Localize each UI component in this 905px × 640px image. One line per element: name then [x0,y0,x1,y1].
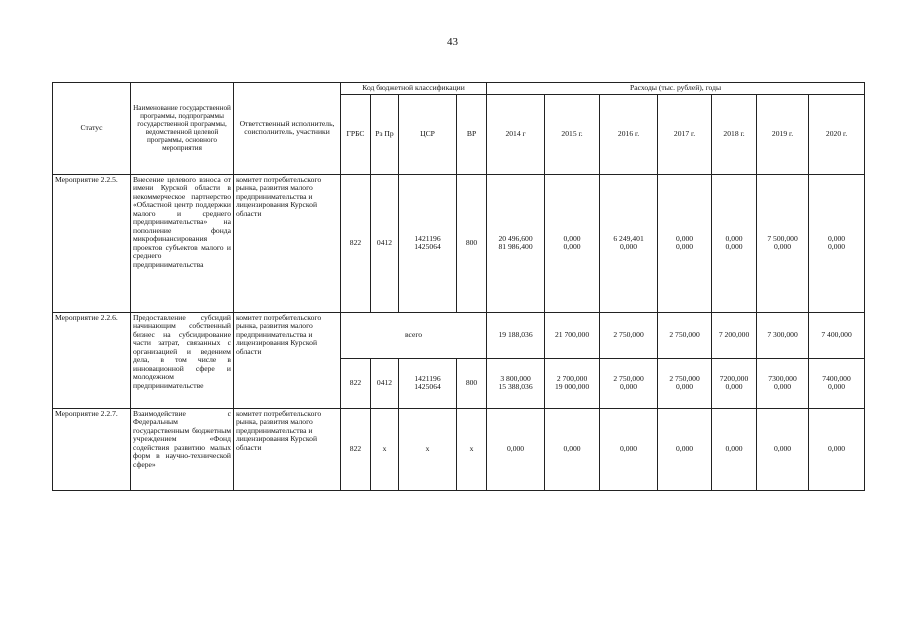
row-name: Предоставление субсидий начинающим собственный бизнес на субсидирование части затрат, связанных с организацией и ведением дела, в том числе в инновационной сфере и молодежном предпринимательстве [131,312,234,408]
row-rzpr: х [371,408,399,490]
header-year-2020: 2020 г. [809,94,865,174]
row-rzpr: 0412 [371,174,399,312]
row-value-2019: 7300,000 0,000 [757,358,809,408]
row-value-2020: 0,000 0,000 [809,174,865,312]
row-grbs: 822 [341,408,371,490]
row-total-2015: 21 700,000 [545,312,600,358]
row-value-2019: 0,000 [757,408,809,490]
row-value-2014: 3 800,000 15 388,036 [487,358,545,408]
row-csr: 1421196 1425064 [399,174,457,312]
row-value-2020: 0,000 [809,408,865,490]
header-responsible: Ответственный исполнитель, соисполнитель, участники [234,83,341,175]
header-year-2017: 2017 г. [658,94,712,174]
row-value-2017: 2 750,000 0,000 [658,358,712,408]
row-value-2016: 2 750,000 0,000 [600,358,658,408]
table-row [53,408,865,490]
header-status: Статус [53,83,131,175]
table-row [53,312,865,358]
row-total-2020: 7 400,000 [809,312,865,358]
header-year-2015: 2015 г. [545,94,600,174]
page-number: 43 [447,36,458,48]
row-responsible: комитет потребительского рынка, развития малого предпринимательства и лицензирования Курской области [234,408,341,490]
row-value-2015: 0,000 [545,408,600,490]
row-total-2016: 2 750,000 [600,312,658,358]
row-value-2018: 0,000 [712,408,757,490]
row-name: Взаимодействие с Федеральным государственным бюджетным учреждением «Фонд содействия развитию малых форм в научно-технической сфере» [131,408,234,490]
header-year-2016: 2016 г. [600,94,658,174]
header-vr: ВР [457,94,487,174]
row-value-2015: 0,000 0,000 [545,174,600,312]
row-name: Внесение целевого взноса от имени Курской области в некоммерческое партнерство «Областной центр поддержки малого и среднего предпринимательства» на пополнение фонда микрофинансирования проектов субъектов малого и среднего предпринимательства [131,174,234,312]
row-total-label: всего [341,312,487,358]
row-total-2014: 19 188,036 [487,312,545,358]
header-program-name: Наименование государственной программы, подпрограммы государственной программы, ведомственной целевой программы, основного мероприятия [131,83,234,175]
row-csr: 1421196 1425064 [399,358,457,408]
row-responsible: комитет потребительского рынка, развития малого предпринимательства и лицензирования Курской области [234,174,341,312]
header-grbs: ГРБС [341,94,371,174]
header-expenses: Расходы (тыс. рублей), годы [487,83,865,95]
row-responsible: комитет потребительского рынка, развития малого предпринимательства и лицензирования Курской области [234,312,341,408]
row-vr: 800 [457,174,487,312]
row-value-2018: 0,000 0,000 [712,174,757,312]
row-grbs: 822 [341,358,371,408]
row-vr: 800 [457,358,487,408]
table-row [53,174,865,312]
header-year-2019: 2019 г. [757,94,809,174]
header-csr: ЦСР [399,94,457,174]
header-budget-code: Код бюджетной классификации [341,83,487,95]
row-status: Мероприятие 2.2.6. [53,312,131,408]
row-csr: х [399,408,457,490]
row-total-2017: 2 750,000 [658,312,712,358]
row-total-2018: 7 200,000 [712,312,757,358]
header-year-2014: 2014 г [487,94,545,174]
row-value-2018: 7200,000 0,000 [712,358,757,408]
row-value-2014: 0,000 [487,408,545,490]
row-status: Мероприятие 2.2.7. [53,408,131,490]
row-vr: х [457,408,487,490]
row-value-2020: 7400,000 0,000 [809,358,865,408]
row-total-2019: 7 300,000 [757,312,809,358]
header-rzpr: Рз Пр [371,94,399,174]
row-grbs: 822 [341,174,371,312]
row-value-2017: 0,000 0,000 [658,174,712,312]
row-value-2017: 0,000 [658,408,712,490]
row-value-2014: 20 496,600 81 986,400 [487,174,545,312]
row-rzpr: 0412 [371,358,399,408]
budget-table [52,82,865,491]
header-row-1 [53,83,865,95]
row-value-2019: 7 500,000 0,000 [757,174,809,312]
row-value-2016: 0,000 [600,408,658,490]
row-value-2015: 2 700,000 19 000,000 [545,358,600,408]
row-value-2016: 6 249,401 0,000 [600,174,658,312]
row-status: Мероприятие 2.2.5. [53,174,131,312]
header-year-2018: 2018 г. [712,94,757,174]
